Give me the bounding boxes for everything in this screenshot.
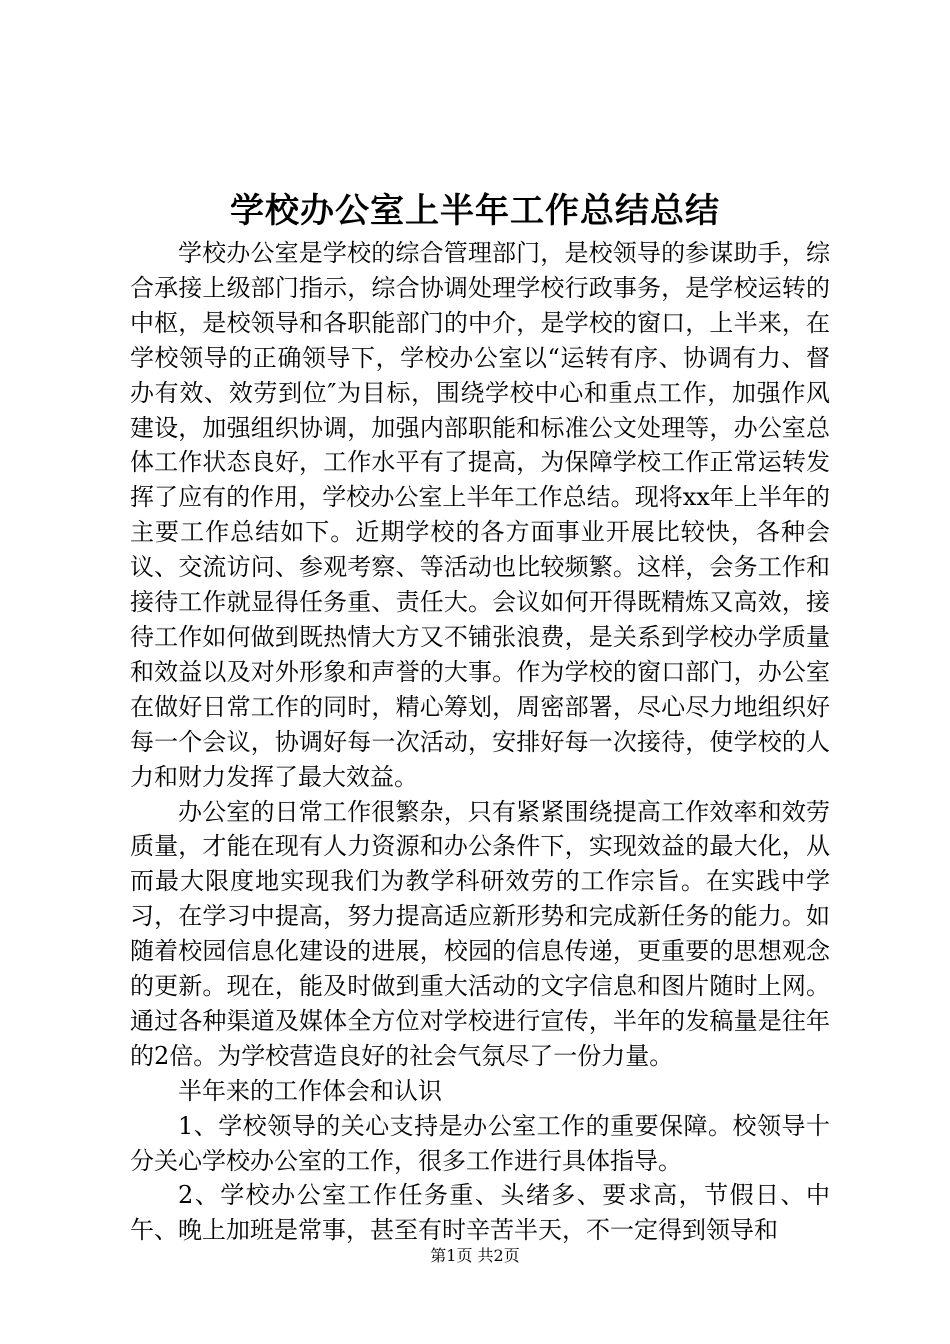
- paragraph-intro: 学校办公室是学校的综合管理部门，是校领导的参谋助手，综合承接上级部门指示，综合协调处理学校行政事务，是学校运转的中枢，是校领导和各职能部门的中介，是学校的窗口，上半来，在学校领导的正确领导下，学校办公室以“运转有序、协调有力、督办有效、效劳到位″为目标，围绕学校中心和重点工作，加强作风建设，加强组织协调，加强内部职能和标准公文处理等，办公室总体工作状态良好，工作水平有了提高，为保障学校工作正常运转发挥了应有的作用，学校办公室上半年工作总结。现将xx年上半年的主要工作总结如下。近期学校的各方面事业开展比较快，各种会议、交流访问、参观考察、等活动也比较频繁。这样，会务工作和接待工作就显得任务重、责任大。会议如何开得既精炼又高效，接待工作如何做到既热情大方又不铺张浪费，是关系到学校办学质量和效益以及对外形象和声誉的大事。作为学校的窗口部门，办公室在做好日常工作的同时，精心筹划，周密部署，尽心尽力地组织好每一个会议，协调好每一次活动，安排好每一次接待，使学校的人力和财力发挥了最大效益。: [130, 239, 830, 791]
- document-body: [130, 236, 830, 1248]
- page-number-footer: 第1页 共2页: [430, 1246, 520, 1265]
- paragraph-point-2: 2、学校办公室工作任务重、头绪多、要求高，节假日、中午、晚上加班是常事，甚至有时辛苦半天，不一定得到领导和: [130, 1181, 830, 1245]
- document-title: 学校办公室上半年工作总结总结: [230, 191, 720, 231]
- section-heading-experience: 半年来的工作体会和认识: [178, 1076, 442, 1105]
- paragraph-daily-work: 办公室的日常工作很繁杂，只有紧紧围绕提高工作效率和效劳质量，才能在现有人力资源和办公条件下，实现效益的最大化，从而最大限度地实现我们为教学科研效劳的工作宗旨。在实践中学习，在学习中提高，努力提高适应新形势和完成新任务的能力。如随着校园信息化建设的进展，校园的信息传递，更重要的思想观念的更新。现在，能及时做到重大活动的文字信息和图片随时上网。通过各种渠道及媒体全方位对学校进行宣传，半年的发稿量是往年的2倍。为学校营造良好的社会气氛尽了一份力量。: [130, 797, 830, 1070]
- paragraph-point-1: 1、学校领导的关心支持是办公室工作的重要保障。校领导十分关心学校办公室的工作，很多工作进行具体指导。: [130, 1111, 830, 1175]
